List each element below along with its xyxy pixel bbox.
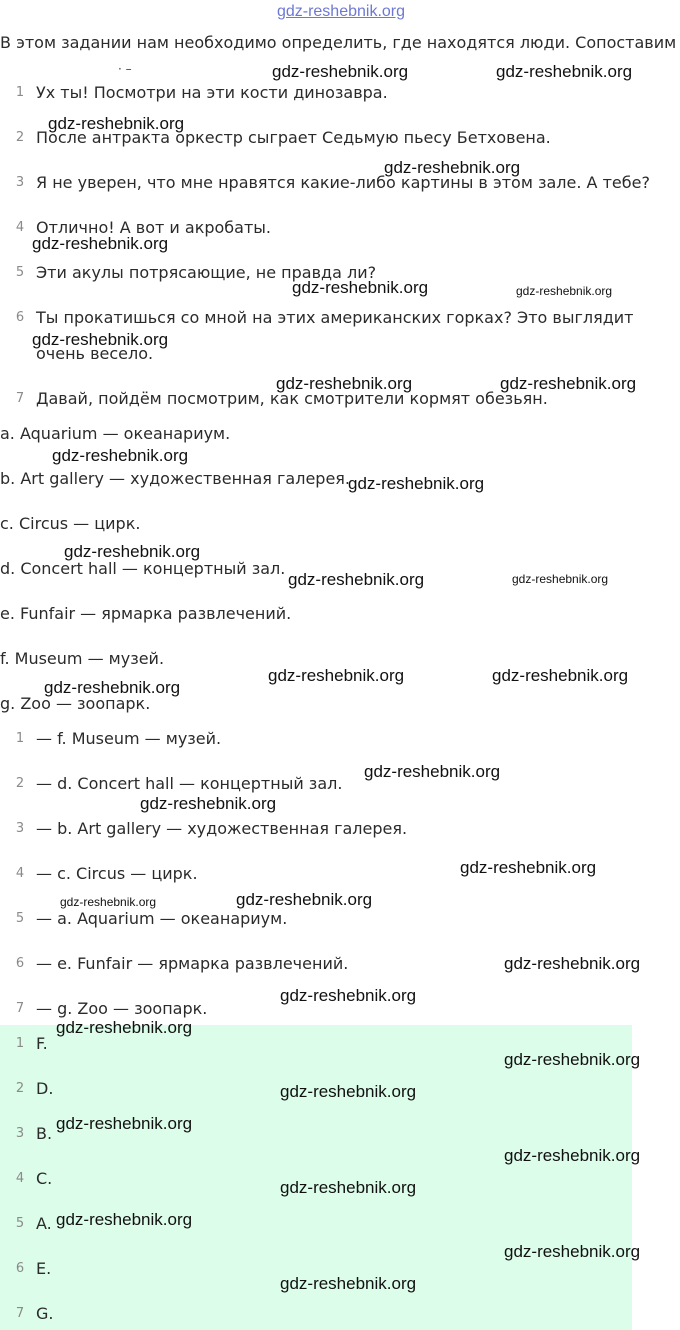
sentence-number: 3 [15,175,25,190]
watermark: gdz-reshebnik.org [460,858,597,877]
answer-number: 4 [15,1171,25,1186]
watermark: gdz-reshebnik.org [492,666,629,685]
sentence-text: Эти акулы потрясающие, не правда ли? [36,263,377,282]
watermark: gdz-reshebnik.org [276,374,413,393]
match-number: 7 [15,1001,25,1016]
watermark: gdz-reshebnik.org [32,330,169,349]
watermark: gdz-reshebnik.org [44,678,181,697]
answer-text: D. [36,1079,54,1098]
answer-number: 5 [15,1216,25,1231]
watermark: gdz-reshebnik.org [64,542,201,561]
watermark: gdz-reshebnik.org [268,666,405,685]
watermark: gdz-reshebnik.org [348,474,485,493]
watermark: gdz-reshebnik.org [60,895,157,909]
watermark: gdz-reshebnik.org [504,1146,641,1165]
sentence-text: Отлично! А вот и акробаты. [36,218,272,237]
watermark: gdz-reshebnik.org [504,1050,641,1069]
watermark: gdz-reshebnik.org [140,794,277,813]
answer-text: F. [36,1034,48,1053]
place-text: c. Circus — цирк. [0,514,141,533]
answer-number: 3 [15,1126,25,1141]
match-text: — a. Aquarium — океанариум. [36,909,288,928]
sentence-text: Ты прокатишься со мной на этих американских горках? Это выглядит [36,308,634,327]
place-text: a. Aquarium — океанариум. [0,424,231,443]
match-text: — d. Concert hall — концертный зал. [36,774,343,793]
sentence-number: 7 [15,391,25,406]
watermark: gdz-reshebnik.org [504,954,641,973]
place-text: b. Art gallery — художественная галерея. [0,469,350,488]
watermark: gdz-reshebnik.org [56,1210,193,1229]
match-number: 6 [15,956,25,971]
watermark: gdz-reshebnik.org [236,890,373,909]
answer-text: C. [36,1169,53,1188]
sentence-number: 6 [15,310,25,325]
watermark: gdz-reshebnik.org [496,62,633,81]
watermark: gdz-reshebnik.org [280,986,417,1005]
watermark: gdz-reshebnik.org [56,1114,193,1133]
answer-text: G. [36,1304,54,1323]
match-number: 4 [15,866,25,881]
watermark: gdz-reshebnik.org [52,446,189,465]
match-number: 5 [15,911,25,926]
match-text: — f. Museum — музей. [36,729,222,748]
answer-text: A. [36,1214,52,1233]
sentence-text: После антракта оркестр сыграет Седьмую пьесу Бетховена. [36,128,551,147]
answer-number: 2 [15,1081,25,1096]
match-text: — b. Art gallery — художественная галерея. [36,819,408,838]
sentence-text: очень весело. [36,344,154,363]
match-number: 1 [15,731,25,746]
sentence-number: 4 [15,220,25,235]
watermark: gdz-reshebnik.org [56,1018,193,1037]
watermark: gdz-reshebnik.org [504,1242,641,1261]
answer-text: B. [36,1124,53,1143]
match-text: — g. Zoo — зоопарк. [36,999,208,1018]
watermark: gdz-reshebnik.org [280,1178,417,1197]
match-text: — e. Funfair — ярмарка развлечений. [36,954,349,973]
watermark: gdz-reshebnik.org [500,374,637,393]
sentence-text: Давай, пойдём посмотрим, как смотрители кормят обезьян. [36,389,548,408]
answer-text: E. [36,1259,52,1278]
watermark: gdz-reshebnik.org [512,572,609,586]
site-link[interactable]: gdz-reshebnik.org [276,3,406,20]
place-text: d. Concert hall — концертный зал. [0,559,286,578]
watermark: gdz-reshebnik.org [48,114,185,133]
sentence-number: 1 [15,85,25,100]
watermark: gdz-reshebnik.org [280,1274,417,1293]
intro-marks: · – [118,62,132,76]
watermark: gdz-reshebnik.org [32,234,169,253]
sentence-text: Ух ты! Посмотри на эти кости динозавра. [36,83,388,102]
answer-number: 7 [15,1306,25,1321]
place-text: e. Funfair — ярмарка развлечений. [0,604,292,623]
sentence-number: 5 [15,265,25,280]
place-text: f. Museum — музей. [0,649,165,668]
sentence-number: 2 [15,130,25,145]
intro-text: В этом задании нам необходимо определить, где находятся люди. Сопоставим [0,33,677,52]
answer-number: 6 [15,1261,25,1276]
sentence-text: Я не уверен, что мне нравятся какие-либо картины в этом зале. А тебе? [36,173,650,192]
match-text: — c. Circus — цирк. [36,864,198,883]
watermark: gdz-reshebnik.org [516,284,613,298]
watermark: gdz-reshebnik.org [292,278,429,297]
match-number: 2 [15,776,25,791]
match-number: 3 [15,821,25,836]
watermark: gdz-reshebnik.org [280,1082,417,1101]
watermark: gdz-reshebnik.org [288,570,425,589]
place-text: g. Zoo — зоопарк. [0,694,151,713]
watermark: gdz-reshebnik.org [384,158,521,177]
watermark: gdz-reshebnik.org [272,62,409,81]
answer-number: 1 [15,1036,25,1051]
watermark: gdz-reshebnik.org [364,762,501,781]
